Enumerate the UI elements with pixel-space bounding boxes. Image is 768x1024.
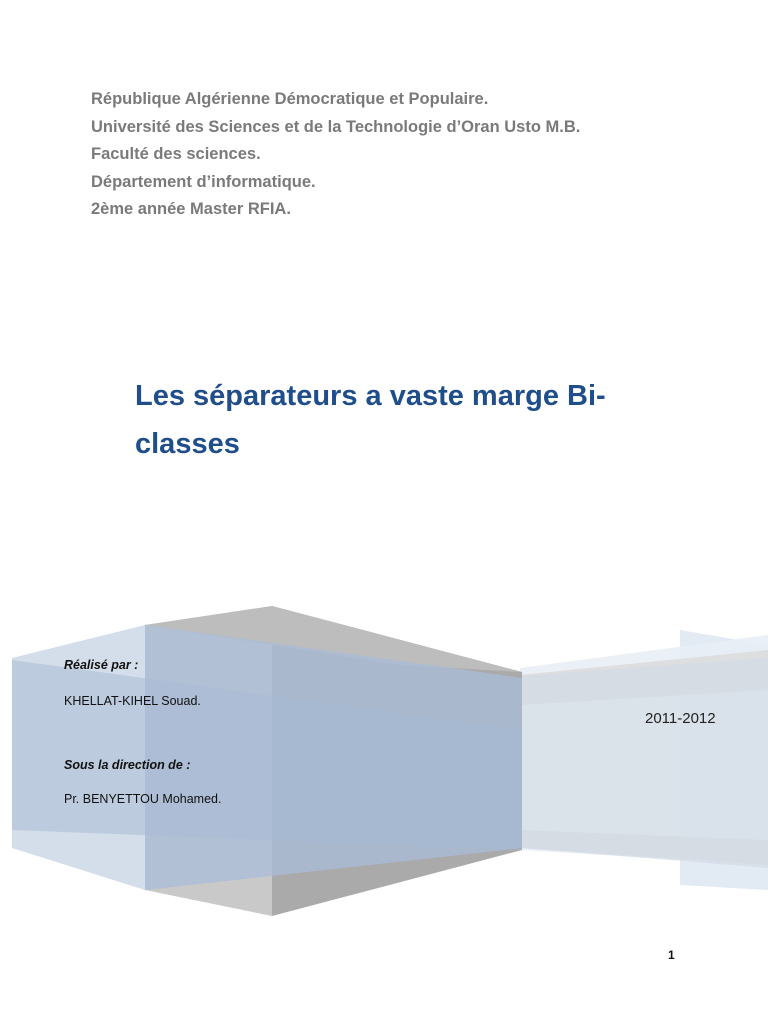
header-line-university: Université des Sciences et de la Technologie d’Oran Usto M.B. [91, 117, 581, 136]
header-line-republic: République Algérienne Démocratique et Populaire. [91, 90, 489, 108]
title-line-1: Les séparateurs a vaste marge Bi- [135, 380, 606, 412]
title-line-2: classes [135, 428, 240, 460]
direction-name: Pr. BENYETTOU Mohamed. [64, 792, 222, 806]
header-line-year-program: 2ème année Master RFIA. [91, 200, 291, 218]
realise-par-name: KHELLAT-KIHEL Souad. [64, 694, 201, 708]
academic-year: 2011-2012 [645, 710, 716, 727]
realise-par-label: Réalisé par : [64, 658, 139, 672]
institution-header [91, 86, 580, 224]
header-line-faculty: Faculté des sciences. [91, 145, 261, 163]
direction-label: Sous la direction de : [64, 758, 191, 772]
header-line-department: Département d’informatique. [91, 172, 316, 191]
document-title [135, 372, 695, 468]
page-number: 1 [668, 948, 675, 962]
